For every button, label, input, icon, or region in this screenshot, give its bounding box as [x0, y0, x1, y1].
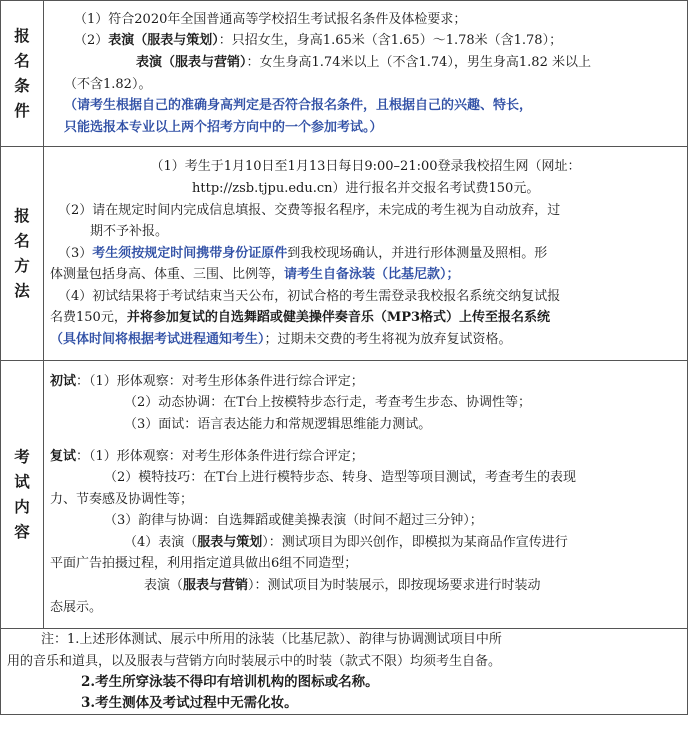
- text-line: [44, 575, 687, 597]
- text-span: （3）: [58, 245, 93, 261]
- text-span: （2）: [74, 33, 109, 49]
- text-span: ：（1）形体观察：对考生形体条件进行综合评定；: [76, 448, 364, 464]
- section-row-content: [1, 361, 688, 629]
- highlight-text: （具体时间将根据考试进程通知考生）: [50, 332, 265, 348]
- text-span: （1）符合2020年全国普通高等学校招生考试报名条件及体检要求；: [74, 11, 467, 27]
- text-line: [44, 414, 687, 436]
- text-span: ：（1）形体观察：对考生形体条件进行综合评定；: [76, 373, 364, 389]
- section-heading: [1, 361, 44, 629]
- text-line: [44, 264, 687, 286]
- text-line: [44, 9, 687, 31]
- text-line: [44, 329, 687, 351]
- notes-row: [1, 629, 688, 715]
- highlight-text: （请考生根据自己的准确身高判定是否符合报名条件，且根据自己的兴趣、特长，: [64, 98, 533, 114]
- text-span: 到我校现场确认，并进行形体测量及照相。形: [287, 245, 548, 261]
- text-span: 平面广告拍摄过程，利用指定道具做出6组不同造型；: [50, 556, 358, 572]
- notes-cell: [1, 629, 688, 715]
- section-row-conditions: [1, 1, 688, 147]
- text-span: ）：测试项目为即兴创作，即模拟为某商品作宣传进行: [262, 534, 568, 550]
- text-line: [44, 307, 687, 329]
- text-span: （2）动态协调：在T台上按模特步态行走，考查考生步态、协调性等；: [124, 395, 531, 411]
- text-span: ；过期未交费的考生将视为放弃复试资格。: [264, 332, 512, 348]
- section-heading: [1, 1, 44, 147]
- text-span: 力、节奏感及协调性等；: [50, 491, 194, 507]
- bold-text: 并将参加复试的自选舞蹈或健美操伴奏音乐（MP3格式）上传至报名系统: [126, 310, 551, 326]
- text-span: （4）初试结果将于考试结束当天公布，初试合格的考生需登录我校报名系统交纳复试报: [58, 288, 561, 304]
- spacer: [44, 436, 687, 446]
- text-line: [44, 553, 687, 575]
- highlight-text: 只能选报本专业以上两个招考方向中的一个参加考试。）: [64, 119, 383, 135]
- text-span: ：女生身高1.74米以上（不含1.74），男生身高1.82 米以上: [246, 54, 591, 70]
- text-span: （4）表演（: [124, 534, 198, 550]
- text-line: [44, 392, 687, 414]
- section-body: [44, 361, 688, 629]
- text-line: [44, 446, 687, 468]
- text-line: [44, 532, 687, 554]
- text-line: [44, 178, 687, 200]
- section-body: [44, 147, 688, 361]
- highlight-text: 考生须按规定时间携带身份证原件: [92, 245, 288, 261]
- text-line: [44, 371, 687, 393]
- section-row-method: [1, 147, 688, 361]
- text-span: ：只招女生，身高1.65米（含1.65）～1.78米（含1.78）；: [218, 33, 563, 49]
- text-span: （不含1.82）。: [64, 76, 152, 92]
- section-heading: [1, 147, 44, 361]
- text-span: 表演（: [144, 578, 184, 594]
- text-line: [44, 510, 687, 532]
- text-line: [44, 489, 687, 511]
- text-line: [44, 74, 687, 96]
- text-line: [44, 243, 687, 265]
- bold-text: 复试: [50, 448, 77, 464]
- bold-text: 初试: [50, 373, 77, 389]
- section-body: [44, 1, 688, 147]
- text-line: [44, 52, 687, 74]
- text-span: 期不予补报。: [90, 224, 169, 240]
- text-span: （2）模特技巧：在T台上进行模特步态、转身、造型等项目测试，考查考生的表现: [104, 470, 576, 486]
- note-line: 注：1.上述形体测试、展示中所用的泳装（比基尼款）、韵律与协调测试项目中所: [41, 632, 502, 647]
- text-span: 名费150元，: [50, 310, 127, 326]
- bold-text: 表演（服表与营销）: [136, 54, 247, 70]
- text-line: [44, 156, 687, 178]
- bold-text: 表演（服表与策划）: [108, 33, 219, 49]
- text-span: （3）面试：语言表达能力和常规逻辑思维能力测试。: [124, 416, 432, 432]
- text-span: http://zsb.tjpu.edu.cn）进行报名并交报名考试费150元。: [192, 180, 540, 196]
- text-span: （3）韵律与协调：自选舞蹈或健美操表演（时间不超过三分钟）；: [104, 513, 483, 529]
- text-span: 体测量包括身高、体重、三围、比例等，: [50, 267, 285, 283]
- note-line-bold: 3.考生测体及考试过程中无需化妆。: [81, 695, 298, 712]
- section-heading-text: 考试内容: [14, 447, 30, 541]
- text-line: [44, 467, 687, 489]
- bold-text: 服表与策划: [197, 534, 263, 550]
- text-span: （2）请在规定时间内完成信息填报、交费等报名程序，未完成的考生视为自动放弃，过: [58, 202, 561, 218]
- text-line: [44, 286, 687, 308]
- bold-text: 服表与营销: [183, 578, 249, 594]
- text-span: （1）考生于1月10日至1月13日每日9:00–21:00登录我校招生网（网址：: [150, 159, 581, 175]
- text-line: [44, 95, 687, 117]
- text-span: ）：测试项目为时装展示，即按现场要求进行时装动: [248, 578, 541, 594]
- text-line: [44, 597, 687, 619]
- text-line: [44, 30, 687, 52]
- text-line: [44, 117, 687, 139]
- section-heading-text: 报名条件: [14, 26, 30, 120]
- highlight-text: 请考生自备泳装（比基尼款）；: [284, 267, 460, 283]
- text-line: [44, 200, 687, 222]
- note-line-bold: 2.考生所穿泳装不得印有培训机构的图标或名称。: [81, 674, 379, 691]
- note-line: 用的音乐和道具，以及服表与营销方向时装展示中的时装（款式不限）均须考生自备。: [7, 653, 502, 669]
- text-span: 态展示。: [50, 599, 103, 615]
- text-line: [44, 221, 687, 243]
- section-heading-text: 报名方法: [14, 206, 30, 300]
